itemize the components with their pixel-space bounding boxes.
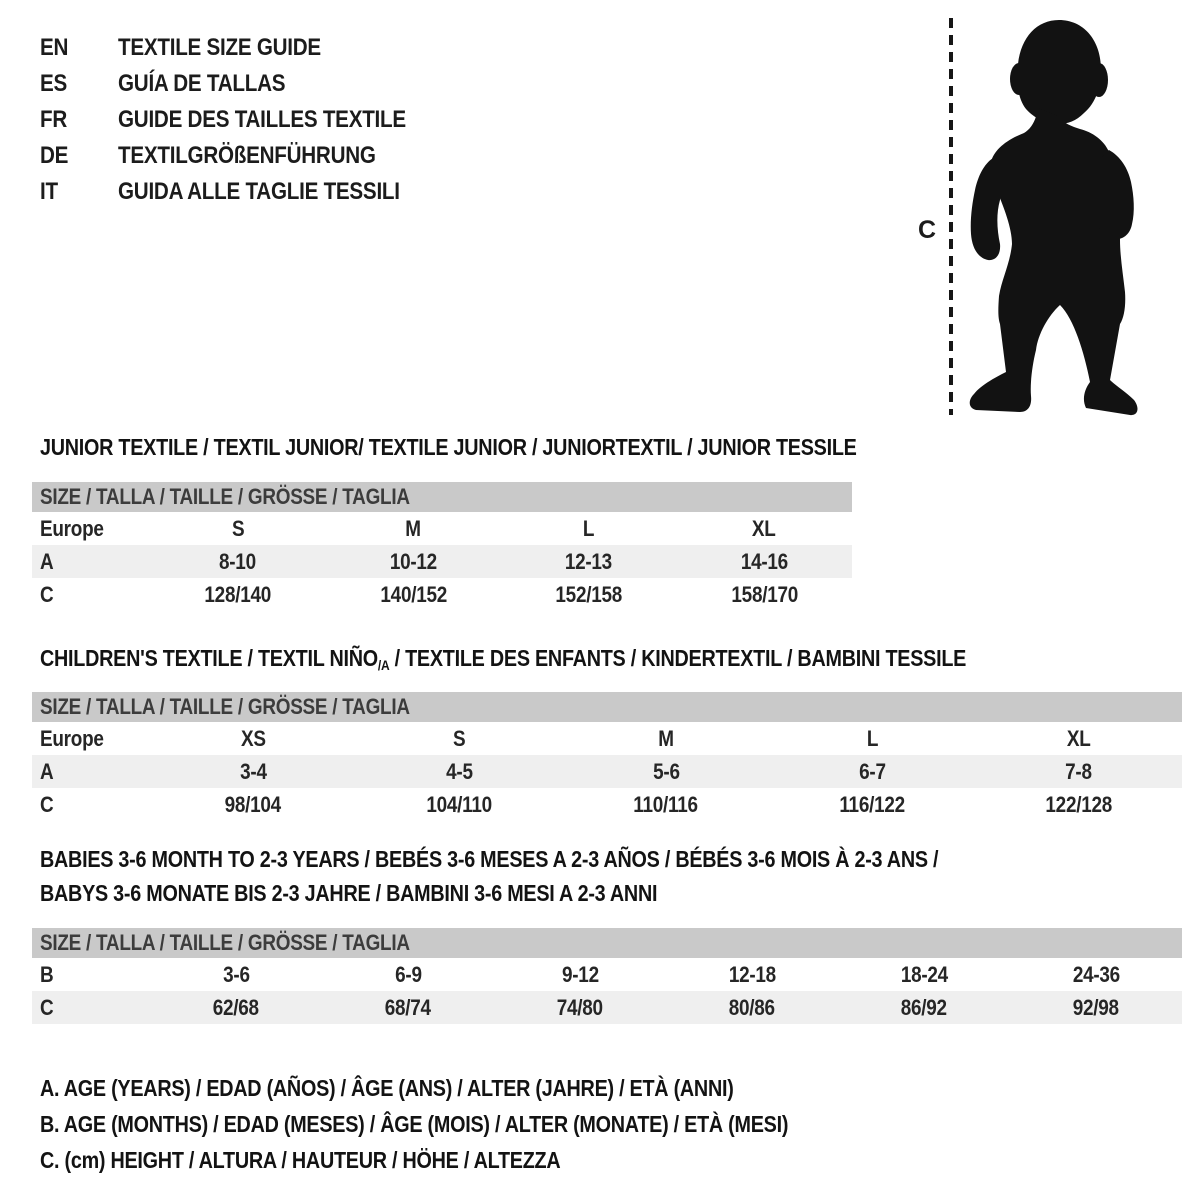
size-value-cell: 152/158 <box>555 581 623 607</box>
size-value-cell: 7-8 <box>1065 758 1093 784</box>
size-value-cell: 3-6 <box>222 961 250 987</box>
language-row <box>40 66 453 102</box>
row-label-cell: C <box>40 581 54 607</box>
language-row <box>40 138 453 174</box>
size-value-cell: M <box>658 725 674 751</box>
babies-section-title-line2: BABYS 3-6 MONATE BIS 2-3 JAHRE / BAMBINI 3-6 MESI A 2-3 ANNI <box>40 880 658 906</box>
table-row <box>32 788 1182 821</box>
size-value-cell: 12-18 <box>728 961 776 987</box>
junior-section-title-text: JUNIOR TEXTILE / TEXTIL JUNIOR/ TEXTILE JUNIOR / JUNIORTEXTIL / JUNIOR TESSILE <box>40 434 857 460</box>
size-value-cell: XL <box>752 515 777 541</box>
row-label-cell: C <box>40 994 54 1020</box>
babies-section-title-line1: BABIES 3-6 MONTH TO 2-3 YEARS / BEBÉS 3-6 MESES A 2-3 AÑOS / BÉBÉS 3-6 MOIS À 2-3 ANS / <box>40 846 939 872</box>
height-measure-dashed-line <box>949 18 953 415</box>
table-row <box>32 755 1182 788</box>
height-label-c: C <box>918 216 937 244</box>
children-section-title: CHILDREN'S TEXTILE / TEXTIL NIÑO/A / TEXTILE DES ENFANTS / KINDERTEXTIL / BAMBINI TESSILE <box>40 645 967 673</box>
size-value-cell: 92/98 <box>1072 994 1120 1020</box>
size-value-cell: 62/68 <box>212 994 260 1020</box>
size-value-cell: M <box>405 515 422 541</box>
size-value-cell: L <box>583 515 595 541</box>
size-value-cell: 10-12 <box>389 548 437 574</box>
size-value-cell: 18-24 <box>900 961 948 987</box>
size-value-cell: S <box>231 515 244 541</box>
size-value-cell: 6-7 <box>859 758 886 784</box>
row-label-cell: A <box>40 758 54 784</box>
size-value-cell: 14-16 <box>740 548 788 574</box>
size-value-cell: 74/80 <box>556 994 604 1020</box>
junior-section-title <box>40 434 990 461</box>
size-header-bar: SIZE / TALLA / TAILLE / GRÖSSE / TAGLIA <box>32 692 1182 722</box>
row-label-cell: C <box>40 791 54 817</box>
size-value-cell: 128/140 <box>204 581 272 607</box>
size-value-cell: 8-10 <box>219 548 257 574</box>
size-value-cell: S <box>453 725 466 751</box>
size-value-cell: 5-6 <box>652 758 680 784</box>
table-row <box>32 958 1182 991</box>
size-value-cell: 158/170 <box>730 581 798 607</box>
legend-line: B. AGE (MONTHS) / EDAD (MESES) / ÂGE (MOIS) / ALTER (MONATE) / ETÀ (MESI) <box>40 1111 789 1137</box>
language-code: EN <box>40 34 69 61</box>
size-value-cell: 9-12 <box>561 961 599 987</box>
language-label: GUÍA DE TALLAS <box>118 70 286 97</box>
language-label: GUIDA ALLE TAGLIE TESSILI <box>118 178 400 205</box>
legend <box>40 1070 910 1178</box>
size-header-bar: SIZE / TALLA / TAILLE / GRÖSSE / TAGLIA <box>32 482 852 512</box>
language-label: GUIDE DES TAILLES TEXTILE <box>118 106 406 133</box>
language-list <box>40 30 453 210</box>
language-row <box>40 30 453 66</box>
size-value-cell: XL <box>1066 725 1091 751</box>
size-header-bar: SIZE / TALLA / TAILLE / GRÖSSE / TAGLIA <box>32 928 1182 958</box>
size-value-cell: 122/128 <box>1045 791 1113 817</box>
language-code: FR <box>40 106 68 133</box>
legend-line: A. AGE (YEARS) / EDAD (AÑOS) / ÂGE (ANS) / ALTER (JAHRE) / ETÀ (ANNI) <box>40 1075 734 1101</box>
size-value-cell: 116/122 <box>839 791 906 817</box>
row-label-cell: A <box>40 548 54 574</box>
size-value-cell: 4-5 <box>446 758 473 784</box>
table-row <box>32 545 852 578</box>
table-row <box>32 512 852 545</box>
language-row <box>40 102 453 138</box>
language-row <box>40 174 453 210</box>
size-value-cell: 110/116 <box>633 791 699 817</box>
row-label-cell: B <box>40 961 54 987</box>
legend-line: C. (cm) HEIGHT / ALTURA / HAUTEUR / HÖHE / ALTEZZA <box>40 1147 561 1173</box>
nino-a-subscript: /A <box>377 657 390 673</box>
size-value-cell: 24-36 <box>1072 961 1120 987</box>
language-label: TEXTILGRÖßENFÜHRUNG <box>118 142 376 169</box>
row-label-cell: Europe <box>40 515 104 541</box>
size-value-cell: 12-13 <box>565 548 613 574</box>
size-value-cell: 6-9 <box>394 961 422 987</box>
language-code: DE <box>40 142 69 169</box>
size-value-cell: 140/152 <box>379 581 447 607</box>
size-value-cell: 3-4 <box>239 758 267 784</box>
size-value-cell: 68/74 <box>384 994 432 1020</box>
toddler-silhouette-icon <box>962 16 1142 421</box>
size-value-cell: 86/92 <box>900 994 948 1020</box>
language-code: ES <box>40 70 68 97</box>
language-label: TEXTILE SIZE GUIDE <box>118 34 321 61</box>
size-value-cell: XS <box>240 725 266 751</box>
babies-size-table <box>32 928 1182 1024</box>
size-value-cell: L <box>866 725 879 751</box>
size-value-cell: 104/110 <box>426 791 493 817</box>
size-value-cell: 80/86 <box>728 994 776 1020</box>
language-code: IT <box>40 178 58 205</box>
table-row <box>32 991 1182 1024</box>
table-row <box>32 578 852 611</box>
size-value-cell: 98/104 <box>225 791 282 817</box>
junior-size-table <box>32 482 852 611</box>
row-label-cell: Europe <box>40 725 104 751</box>
children-size-table <box>32 692 1182 821</box>
table-row <box>32 722 1182 755</box>
